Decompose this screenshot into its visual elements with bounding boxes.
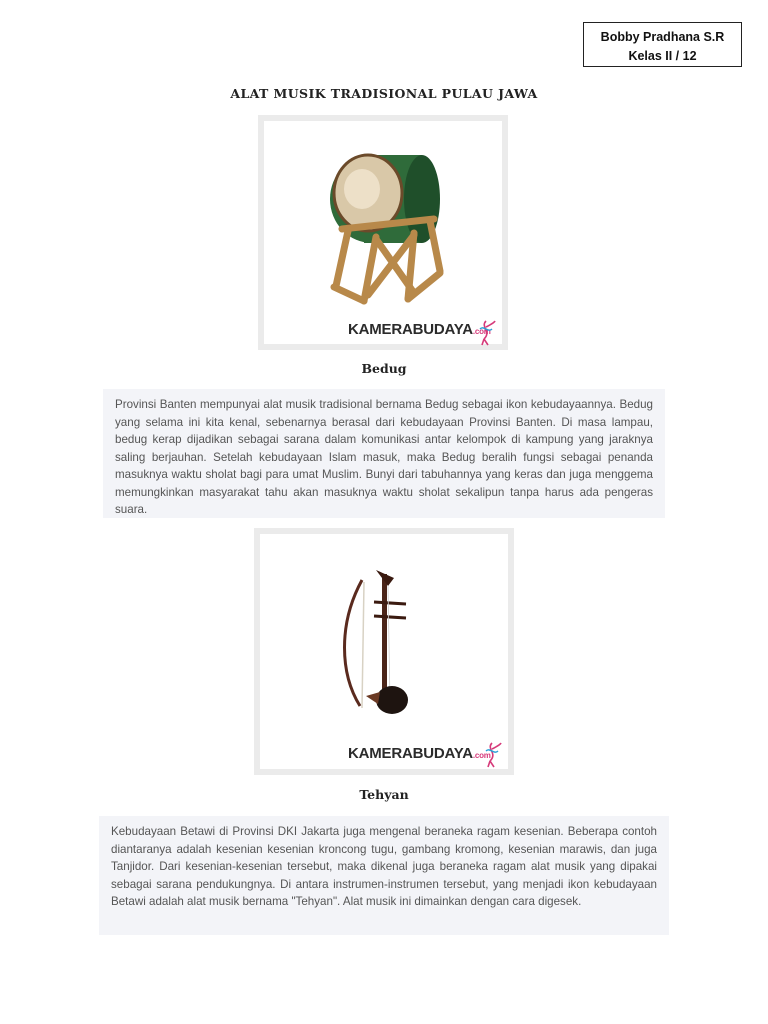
watermark-text [348, 745, 491, 762]
dancer-logo-icon [482, 741, 502, 769]
author-box [583, 22, 742, 67]
dancer-logo-icon [476, 319, 496, 347]
author-class: Kelas II / 12 [628, 49, 697, 63]
watermark-suffix: .com [472, 751, 491, 760]
watermark-text [348, 321, 491, 338]
bedug-caption: Bedug [361, 361, 407, 376]
author-name: Bobby Pradhana S.R [600, 30, 725, 44]
page-title: ALAT MUSIK TRADISIONAL PULAU JAWA [230, 86, 538, 101]
watermark-suffix: .com [472, 327, 491, 336]
tehyan-fiddle-icon [260, 534, 508, 769]
watermark-brand: KAMERABUDAYA [348, 745, 473, 762]
bedug-drum-icon [264, 121, 502, 344]
bedug-description: Provinsi Banten mempunyai alat musik tradisional bernama Bedug sebagai ikon kebudayaannya. Bedug yang selama ini kita kenal, sebenarnya berasal dari kebudayaan Provinsi Banten. Di masa lampau, bedug kerap dijadikan sebagai sarana dalam komunikasi antar kelompok di kampung yang jaraknya saling berjauhan. Setelah kebudayaan Islam masuk, maka Bedug beralih fungsi sebagai penanda masuknya waktu sholat bagi para umat Muslim. Bunyi dari tabuhannya yang keras dan juga menggema memungkinkan masyarakat tahu akan masuknya waktu sholat sekalipun tanpa harus ada pengeras suara. [103, 389, 665, 518]
tehyan-description: Kebudayaan Betawi di Provinsi DKI Jakarta juga mengenal beraneka ragam kesenian. Beberapa contoh diantaranya adalah kesenian kesenian kroncong tugu, gambang kromong, kesenian marawis, dan juga Tanjidor. Dari kesenian-kesenian tersebut, maka dikenal juga beraneka ragam alat musik yang dipakai sebagai sarana pendukungnya. Di antara instrumen-instrumen tersebut, yang menjadi ikon kebudayaan Betawi adalah alat musik bernama "Tehyan". Alat musik ini dimainkan dengan cara digesek. [99, 816, 669, 935]
tehyan-image-frame [254, 528, 514, 775]
tehyan-caption: Tehyan [359, 787, 409, 802]
bedug-image-frame [258, 115, 508, 350]
watermark-brand: KAMERABUDAYA [348, 321, 473, 338]
